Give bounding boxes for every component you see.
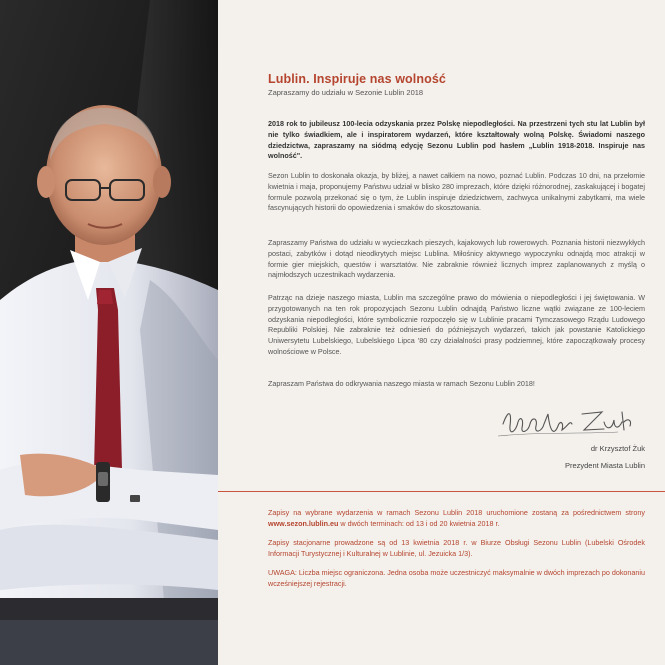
registration-note-online	[268, 508, 645, 530]
registration-note-office: Zapisy stacjonarne prowadzone są od 13 kwietnia 2018 r. w Biurze Obsługi Sezonu Lublin (Lubelski Ośrodek Informacji Turystycznej i Kulturalnej w Lublinie, ul. Jezuicka 1/3).	[268, 538, 645, 558]
signatory-name: dr Krzysztof Żuk	[590, 444, 645, 453]
portrait-photo	[0, 0, 218, 665]
letter-column	[218, 0, 665, 665]
note-text: Zapisy na wybrane wydarzenia w ramach Sezonu Lublin 2018 uruchomione zostaną za pośrednictwem strony	[268, 508, 645, 517]
registration-note-warning: UWAGA: Liczba miejsc ograniczona. Jedna osoba może uczestniczyć maksymalnie w dwóch imprezach po dokonaniu wcześniejszej rejestracji.	[268, 568, 645, 588]
body-paragraph-2: Zapraszamy Państwa do udziału w wycieczkach pieszych, kajakowych lub rowerowych. Poznania historii niezwykłych postaci, zabytków i dotąd nieodkrytych miejsc Lublina. Miłośnicy aktywnego wypoczynku odnajdą moc atrakcji w formie gier miejskich, questów i warsztatów. Nie zabraknie również licznych imprez zaplanowanych z myślą o najmłodszych uczestnikach wydarzenia.	[268, 238, 645, 280]
section-divider	[218, 491, 665, 492]
portrait-illustration	[0, 0, 218, 665]
registration-link[interactable]: www.sezon.lublin.eu	[268, 518, 339, 528]
page-subtitle: Zapraszamy do udziału w Sezonie Lublin 2018	[268, 88, 424, 97]
handwritten-signature	[498, 402, 638, 449]
signatory-role: Prezydent Miasta Lublin	[564, 461, 645, 470]
body-paragraph-3: Patrząc na dzieje naszego miasta, Lublin ma szczególne prawo do mówienia o niepodległości i jej świętowania. W przygotowanych na ten rok propozycjach Sezonu Lublin odnajdą Państwo liczne wątki związane ze 100-leciem odzyskania niepodległości, które symbolicznie rozpoczęło się w Lublinie pracami Tymczasowego Rządu Ludowego Republiki Polskiej. Nie zabraknie też odniesień do późniejszych wydarzeń, takich jak powstanie Katolickiego Uniwersytetu Lubelskiego, Lubelskiego Lipca '80 czy działalności prasy podziemnej, które zapoczątkowały procesy wolnościowe w Polsce.	[268, 293, 645, 356]
page-title: Lublin. Inspiruje nas wolność	[268, 72, 446, 86]
intro-paragraph: 2018 rok to jubileusz 100-lecia odzyskania przez Polskę niepodległości. Na przestrzeni tych stu lat Lublin był nie tylko świadkiem, ale i inspiratorem wydarzeń, które kształtowały wolną Polskę. Świadomi naszego dziedzictwa, zapraszamy na siódmą edycję Sezonu Lublin pod hasłem „Lublin 1918-2018. Inspiruje nas wolność".	[268, 119, 645, 161]
note-text: w dwóch terminach: od 13 i od 20 kwietnia 2018 r.	[338, 518, 500, 528]
body-paragraph-1: Sezon Lublin to doskonała okazja, by bliżej, a nawet całkiem na nowo, poznać Lublin. Podczas 10 dni, na przełomie kwietnia i maja, proponujemy Państwu udział w blisko 280 imprezach, które dzięki różnorodnej, zaskakującej i bogatej formule pozwolą przekonać się o tym, że Lublin inspiruje dziedzictwem, zachwyca unikalnymi zabytkami, ma wiele fascynujących historii do opowiedzenia i smaków do skosztowania.	[268, 171, 645, 213]
body-paragraph-4: Zapraszam Państwa do odkrywania naszego miasta w ramach Sezonu Lublin 2018!	[268, 379, 535, 388]
